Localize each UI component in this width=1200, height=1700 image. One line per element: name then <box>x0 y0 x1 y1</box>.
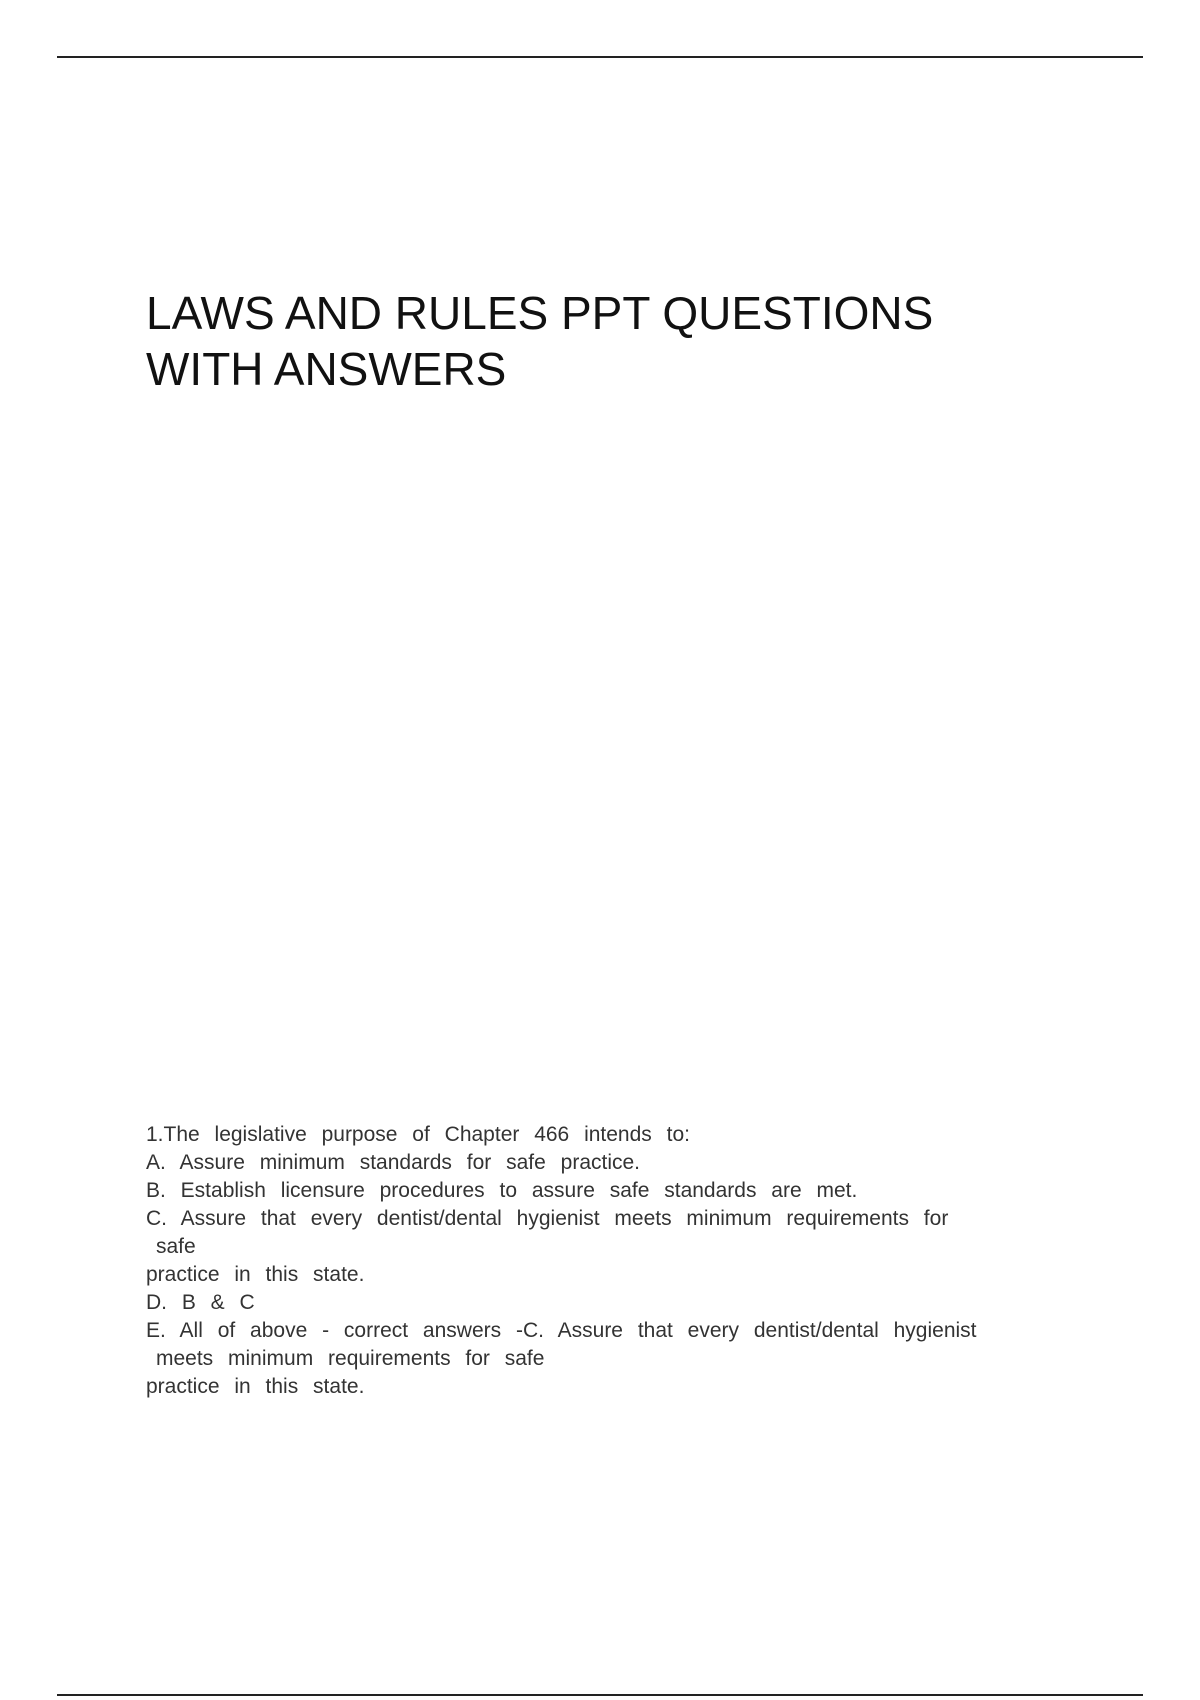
option-b: B. Establish licensure procedures to assure safe standards are met. <box>146 1179 858 1202</box>
question-stem: 1.The legislative purpose of Chapter 466 intends to: <box>146 1123 690 1146</box>
option-c: C. Assure that every dentist/dental hygienist meets minimum requirements for <box>146 1207 949 1230</box>
title-line-2: WITH ANSWERS <box>146 343 507 395</box>
option-c-continued-2: practice in this state. <box>146 1263 365 1286</box>
option-c-continued: safe <box>156 1235 196 1258</box>
bottom-rule <box>57 1694 1143 1696</box>
option-a: A. Assure minimum standards for safe practice. <box>146 1151 641 1174</box>
question-block <box>146 1121 1096 1401</box>
option-e-continued: meets minimum requirements for safe <box>156 1347 545 1370</box>
option-e: E. All of above - correct answers -C. Assure that every dentist/dental hygienist <box>146 1319 977 1342</box>
option-e-continued-2: practice in this state. <box>146 1375 365 1398</box>
option-d: D. B & C <box>146 1291 255 1314</box>
document-title <box>146 285 1106 397</box>
title-line-1: LAWS AND RULES PPT QUESTIONS <box>146 287 934 339</box>
top-rule <box>57 56 1143 58</box>
